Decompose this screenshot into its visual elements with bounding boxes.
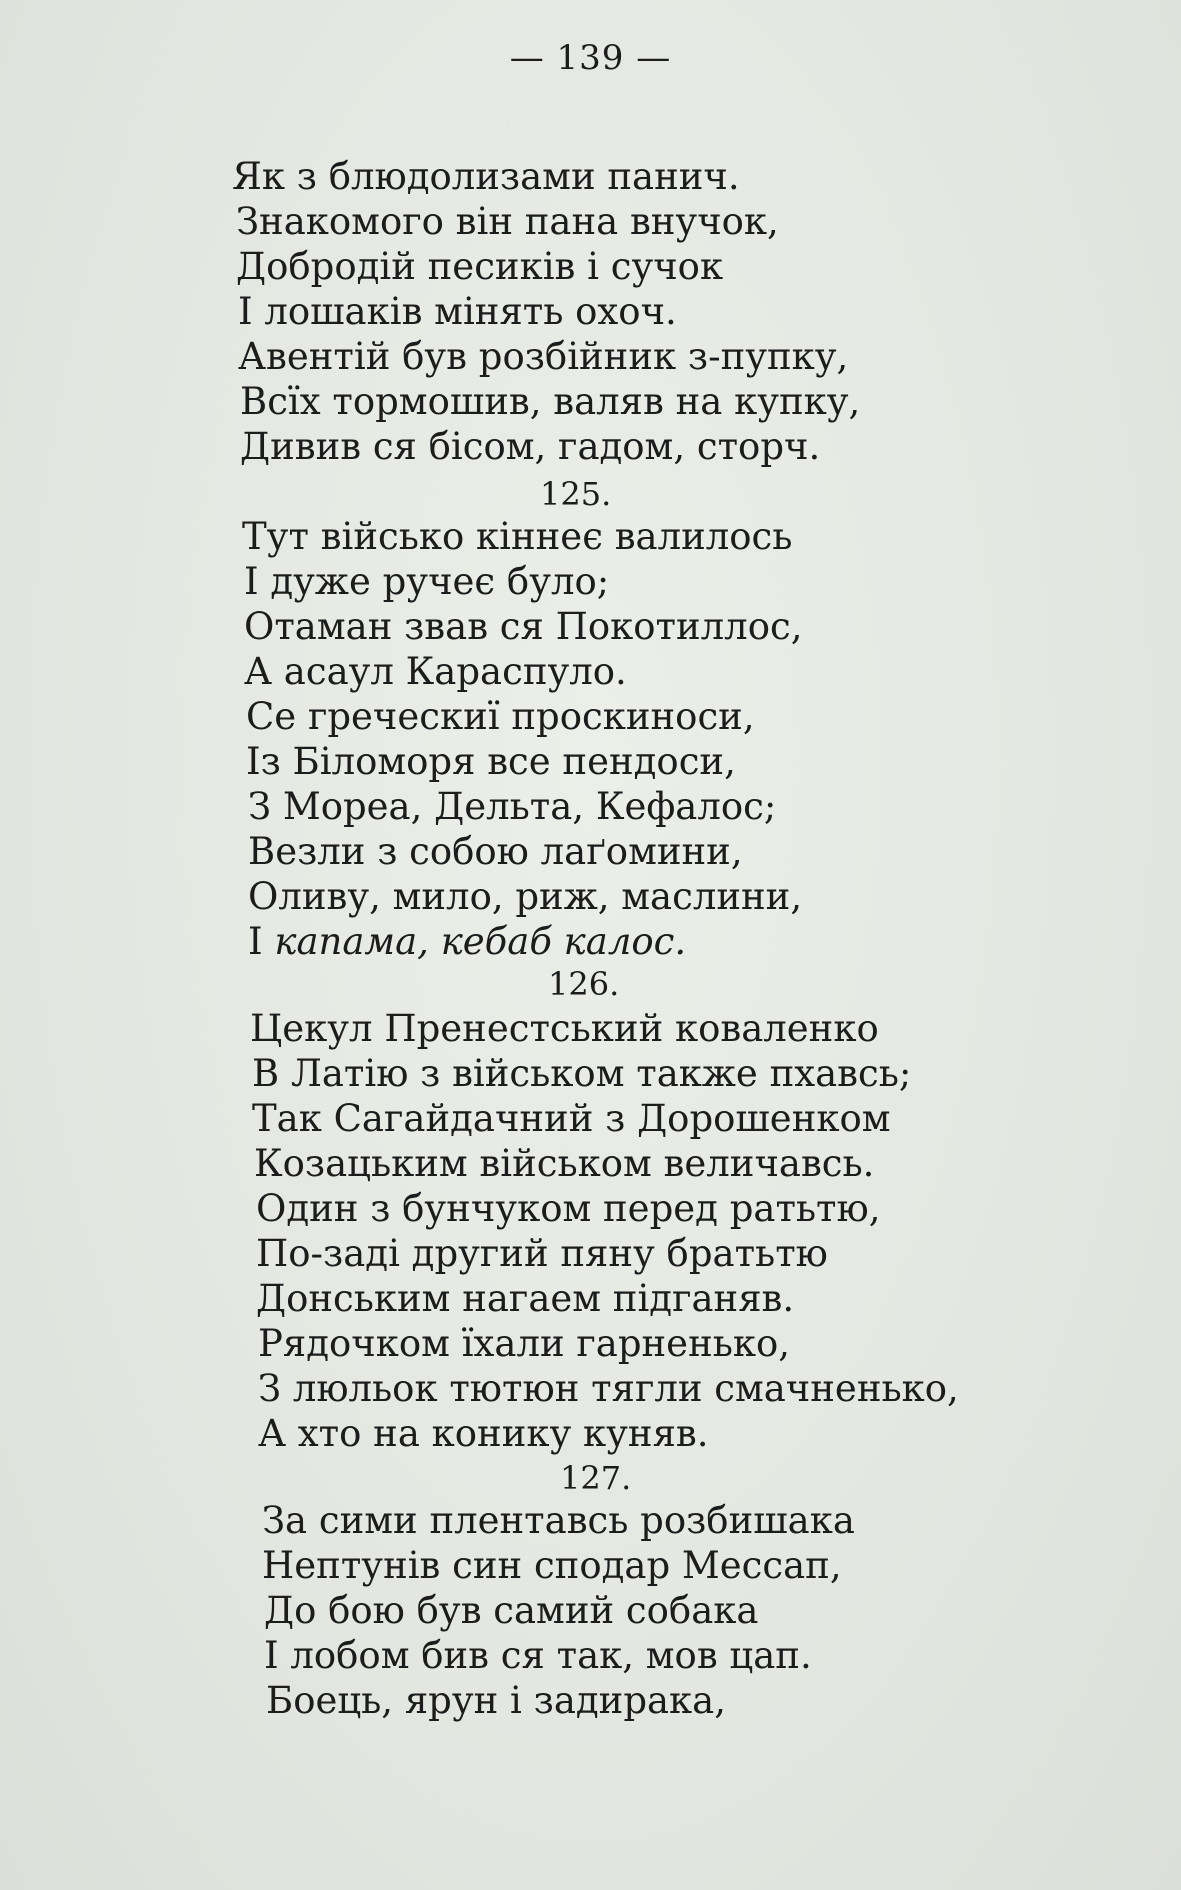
poem-line: І лошаків мінять охоч.: [238, 290, 677, 333]
poem-line: І лобом бив ся так, мов цап.: [264, 1634, 812, 1677]
poem-line: А асаул Караспуло.: [244, 650, 627, 693]
poem-line: І дуже ручеє було;: [244, 560, 610, 603]
poem-line: Знакомого він пана внучок,: [236, 200, 779, 243]
poem-line: З Мореа, Дельта, Кефалос;: [248, 785, 777, 828]
poem-line: Везли з собою лаґомини,: [248, 830, 743, 873]
poem-line: Добродій песиків і сучок: [236, 245, 724, 288]
poem-line: Авентій був розбійник з-пупку,: [238, 335, 849, 378]
poem-line: Оливу, мило, риж, маслини,: [248, 875, 803, 918]
poem-line: Донським нагаем підганяв.: [256, 1277, 795, 1320]
poem-line: Із Біломоря все пендоси,: [246, 740, 736, 783]
poem-line: Се греческиї проскиноси,: [246, 695, 755, 738]
stanza-number: 127.: [560, 1459, 632, 1497]
poem-line: Отаман звав ся Покотиллос,: [244, 605, 803, 648]
poem-line: Тут військо кіннеє валилось: [242, 515, 793, 558]
poem-line: З люльок тютюн тягли смачненько,: [258, 1367, 959, 1410]
poem-line: Нептунів син сподар Мессап,: [262, 1544, 842, 1587]
poem-line: До бою був самий собака: [264, 1589, 759, 1632]
poem-line: Так Сагайдачний з Дорошенком: [252, 1097, 891, 1140]
page-number: — 139 —: [509, 38, 672, 78]
poem-line: Один з бунчуком перед ратьтю,: [256, 1187, 881, 1230]
poem-line: Цекул Пренестський коваленко: [250, 1007, 879, 1050]
poem-line: Дивив ся бісом, гадом, сторч.: [240, 425, 821, 468]
poem-line: По-заді другий пяну братьтю: [256, 1232, 828, 1275]
stanza-number: 126.: [548, 965, 620, 1003]
poem-line: В Латію з військом также пхавсь;: [252, 1052, 912, 1095]
poem-line: За сими плентавсь розбишака: [262, 1499, 855, 1542]
poem-line: Козацьким військом величавсь.: [254, 1142, 875, 1185]
poem-line-prefix: І: [248, 920, 275, 963]
poem-line: Рядочком їхали гарненько,: [258, 1322, 791, 1365]
poem-line: Боець, ярун і задирака,: [266, 1679, 727, 1722]
stanza-number: 125.: [540, 475, 612, 513]
poem-line: Всїх тормошив, валяв на купку,: [240, 380, 861, 423]
poem-line: А хто на конику куняв.: [258, 1412, 709, 1455]
poem-line: Як з блюдолизами панич.: [232, 155, 740, 198]
poem-line: [248, 920, 687, 963]
poem-line-italic: капама, кебаб калос.: [274, 920, 687, 963]
